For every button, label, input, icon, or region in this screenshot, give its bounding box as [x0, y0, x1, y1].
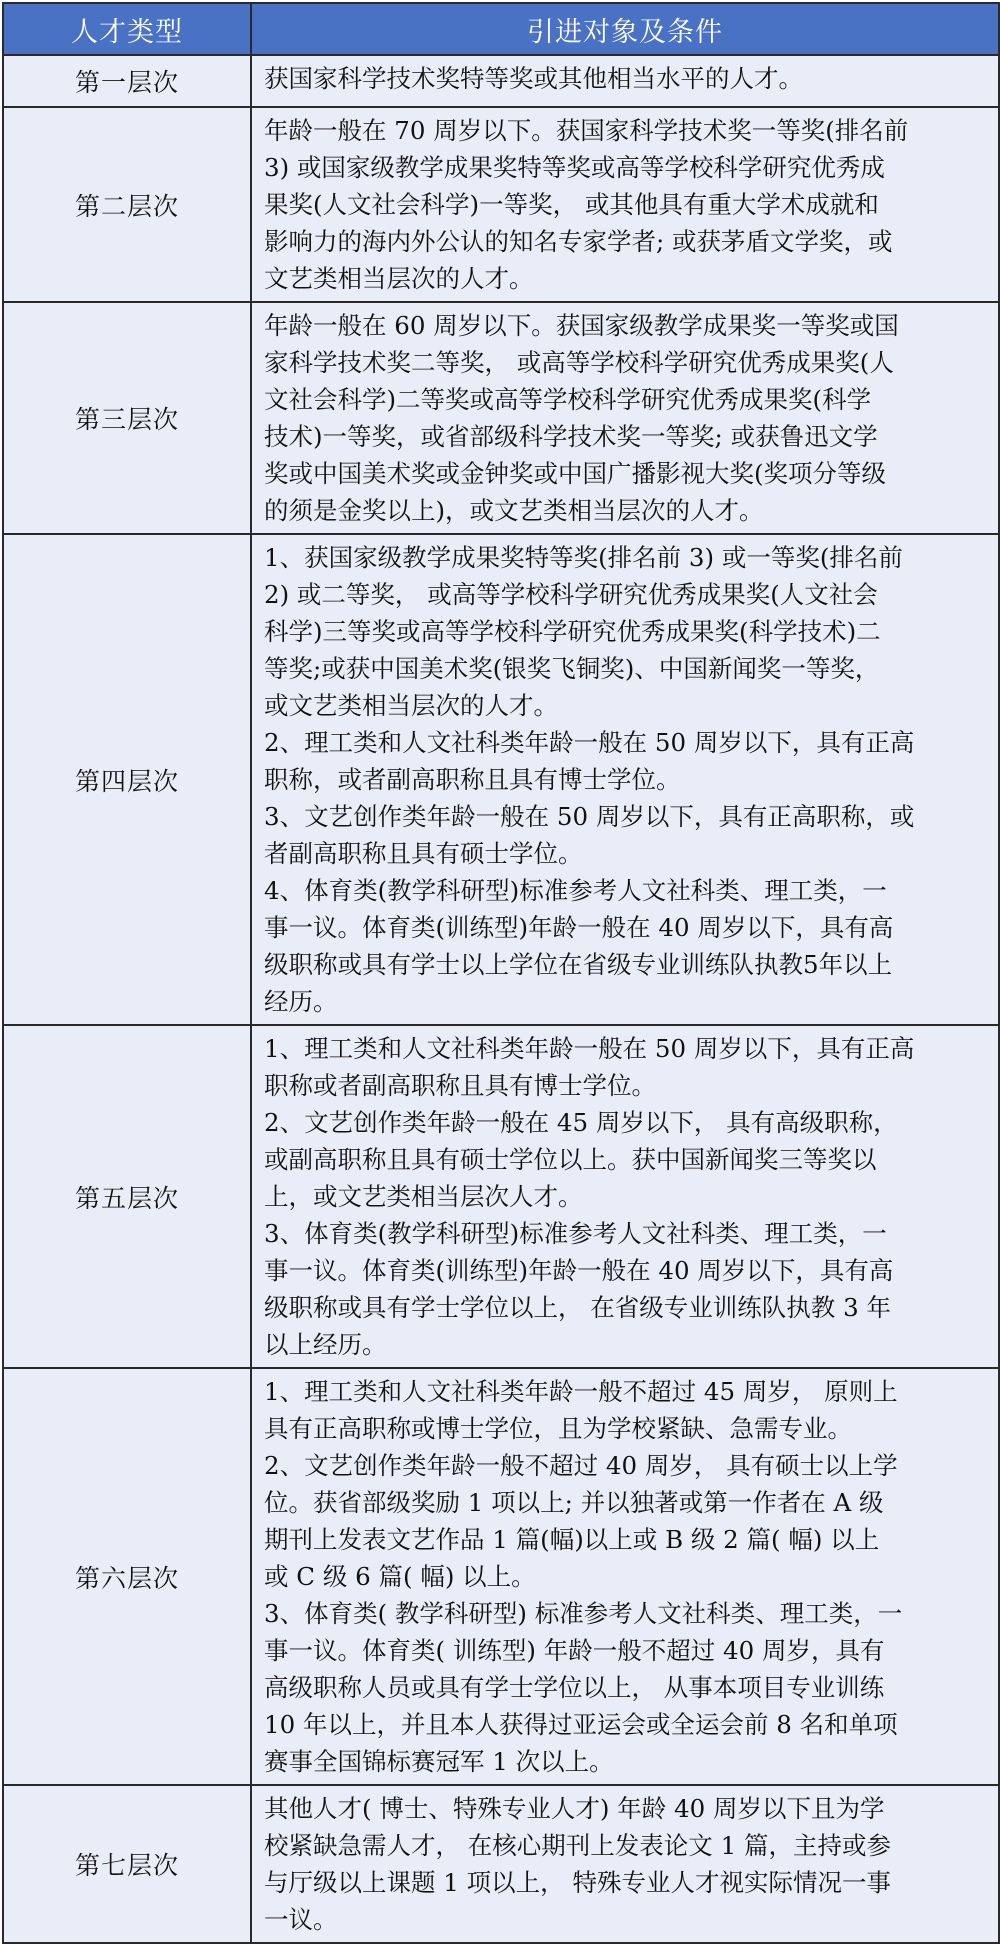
table-body — [3, 55, 999, 1943]
table-header — [3, 3, 999, 55]
level-label: 第四层次 — [3, 534, 251, 1025]
condition-paragraph: 年龄一般在 70 周岁以下。获国家科学技术奖一等奖(排名前 3) 或国家级教学成果奖特等奖或高等学校科学研究优秀成 果奖(人文社会科学)一等奖， 或其他具有重大学术成就和 影响力的海内外公认的知名专家学者; 或获茅盾文学奖，或 文艺类相当层次的人才。 — [264, 116, 909, 293]
table-row — [3, 107, 999, 302]
header-conditions: 引进对象及条件 — [251, 3, 999, 55]
level-label: 第五层次 — [3, 1025, 251, 1368]
condition-paragraph: 2、文艺创作类年龄一般在 45 周岁以下， 具有高级职称， 或副高职称且具有硕士学位以上。获中国新闻奖三等奖以 上，或文艺类相当层次人才。 — [264, 1108, 898, 1211]
header-talent-type: 人才类型 — [3, 3, 251, 55]
condition-paragraph: 2、文艺创作类年龄一般不超过 40 周岁， 具有硕士以上学 位。获省部级奖励 1 项以上; 并以独著或第一作者在 A 级 期刊上发表文艺作品 1 篇(幅)以上或 B 级 2 篇( 幅) 以上 或 C 级 6 篇( 幅) 以上。 — [264, 1451, 898, 1591]
level-label: 第三层次 — [3, 302, 251, 534]
condition-paragraph: 获国家科学技术奖特等奖或其他相当水平的人才。 — [264, 64, 803, 93]
table-row — [3, 302, 999, 534]
table-row — [3, 55, 999, 107]
conditions-cell — [251, 302, 999, 534]
conditions-cell — [251, 55, 999, 107]
conditions-cell — [251, 1025, 999, 1368]
condition-paragraph: 2、理工类和人文社科类年龄一般在 50 周岁以下，具有正高 职称，或者副高职称且具有博士学位。 — [264, 728, 915, 794]
table-row — [3, 534, 999, 1025]
condition-paragraph: 3、体育类( 教学科研型) 标准参考人文社科类、理工类，一 事一议。体育类( 训练型) 年龄一般不超过 40 周岁，具有 高级职称人员或具有学士学位以上， 从事本项目专业训练 10 年以上，并且本人获得过亚运会或全运会前 8 名和单项 赛事全国锦标赛冠军 1 次以上。 — [264, 1599, 903, 1776]
level-label: 第一层次 — [3, 55, 251, 107]
condition-paragraph: 其他人才( 博士、特殊专业人才) 年龄 40 周岁以下且为学 校紧缺急需人才， 在核心期刊上发表论文 1 篇，主持或参 与厅级以上课题 1 项以上， 特殊专业人才视实际情况一事 一议。 — [264, 1794, 891, 1934]
table-row — [3, 1785, 999, 1943]
condition-paragraph: 1、理工类和人文社科类年龄一般在 50 周岁以下，具有正高 职称或者副高职称且具有博士学位。 — [264, 1034, 915, 1100]
conditions-cell — [251, 1785, 999, 1943]
conditions-cell — [251, 534, 999, 1025]
condition-paragraph: 1、获国家级教学成果奖特等奖(排名前 3) 或一等奖(排名前 2) 或二等奖， 或高等学校科学研究优秀成果奖(人文社会 科学)三等奖或高等学校科学研究优秀成果奖(科学技术)二 等奖;或获中国美术奖(银奖飞铜奖)、中国新闻奖一等奖， 或文艺类相当层次的人才。 — [264, 543, 903, 720]
condition-paragraph: 3、体育类(教学科研型)标准参考人文社科类、理工类，一 事一议。体育类(训练型)年龄一般在 40 周岁以下，具有高 级职称或具有学士学位以上， 在省级专业训练队执教 3 年 以上经历。 — [264, 1219, 894, 1359]
conditions-cell — [251, 107, 999, 302]
condition-paragraph: 4、体育类(教学科研型)标准参考人文社科类、理工类，一 事一议。体育类(训练型)年龄一般在 40 周岁以下，具有高 级职称或具有学士以上学位在省级专业训练队执教5年以上 经历。 — [264, 876, 894, 1016]
level-label: 第七层次 — [3, 1785, 251, 1943]
level-label: 第二层次 — [3, 107, 251, 302]
table-row — [3, 1025, 999, 1368]
table-row — [3, 1368, 999, 1785]
header-row — [3, 3, 999, 55]
conditions-cell — [251, 1368, 999, 1785]
condition-paragraph: 3、文艺创作类年龄一般在 50 周岁以下，具有正高职称，或 者副高职称且具有硕士学位。 — [264, 802, 915, 868]
condition-paragraph: 1、理工类和人文社科类年龄一般不超过 45 周岁， 原则上 具有正高职称或博士学位，且为学校紧缺、急需专业。 — [264, 1377, 898, 1443]
talent-tier-table — [2, 2, 1000, 1944]
condition-paragraph: 年龄一般在 60 周岁以下。获国家级教学成果奖一等奖或国 家科学技术奖二等奖， 或高等学校科学研究优秀成果奖(人 文社会科学)二等奖或高等学校科学研究优秀成果奖(科学 技术)一等奖，或省部级科学技术奖一等奖; 或获鲁迅文学 奖或中国美术奖或金钟奖或中国广播影视大奖(奖项分等级 的须是金奖以上)，或文艺类相当层次的人才。 — [264, 311, 899, 525]
level-label: 第六层次 — [3, 1368, 251, 1785]
